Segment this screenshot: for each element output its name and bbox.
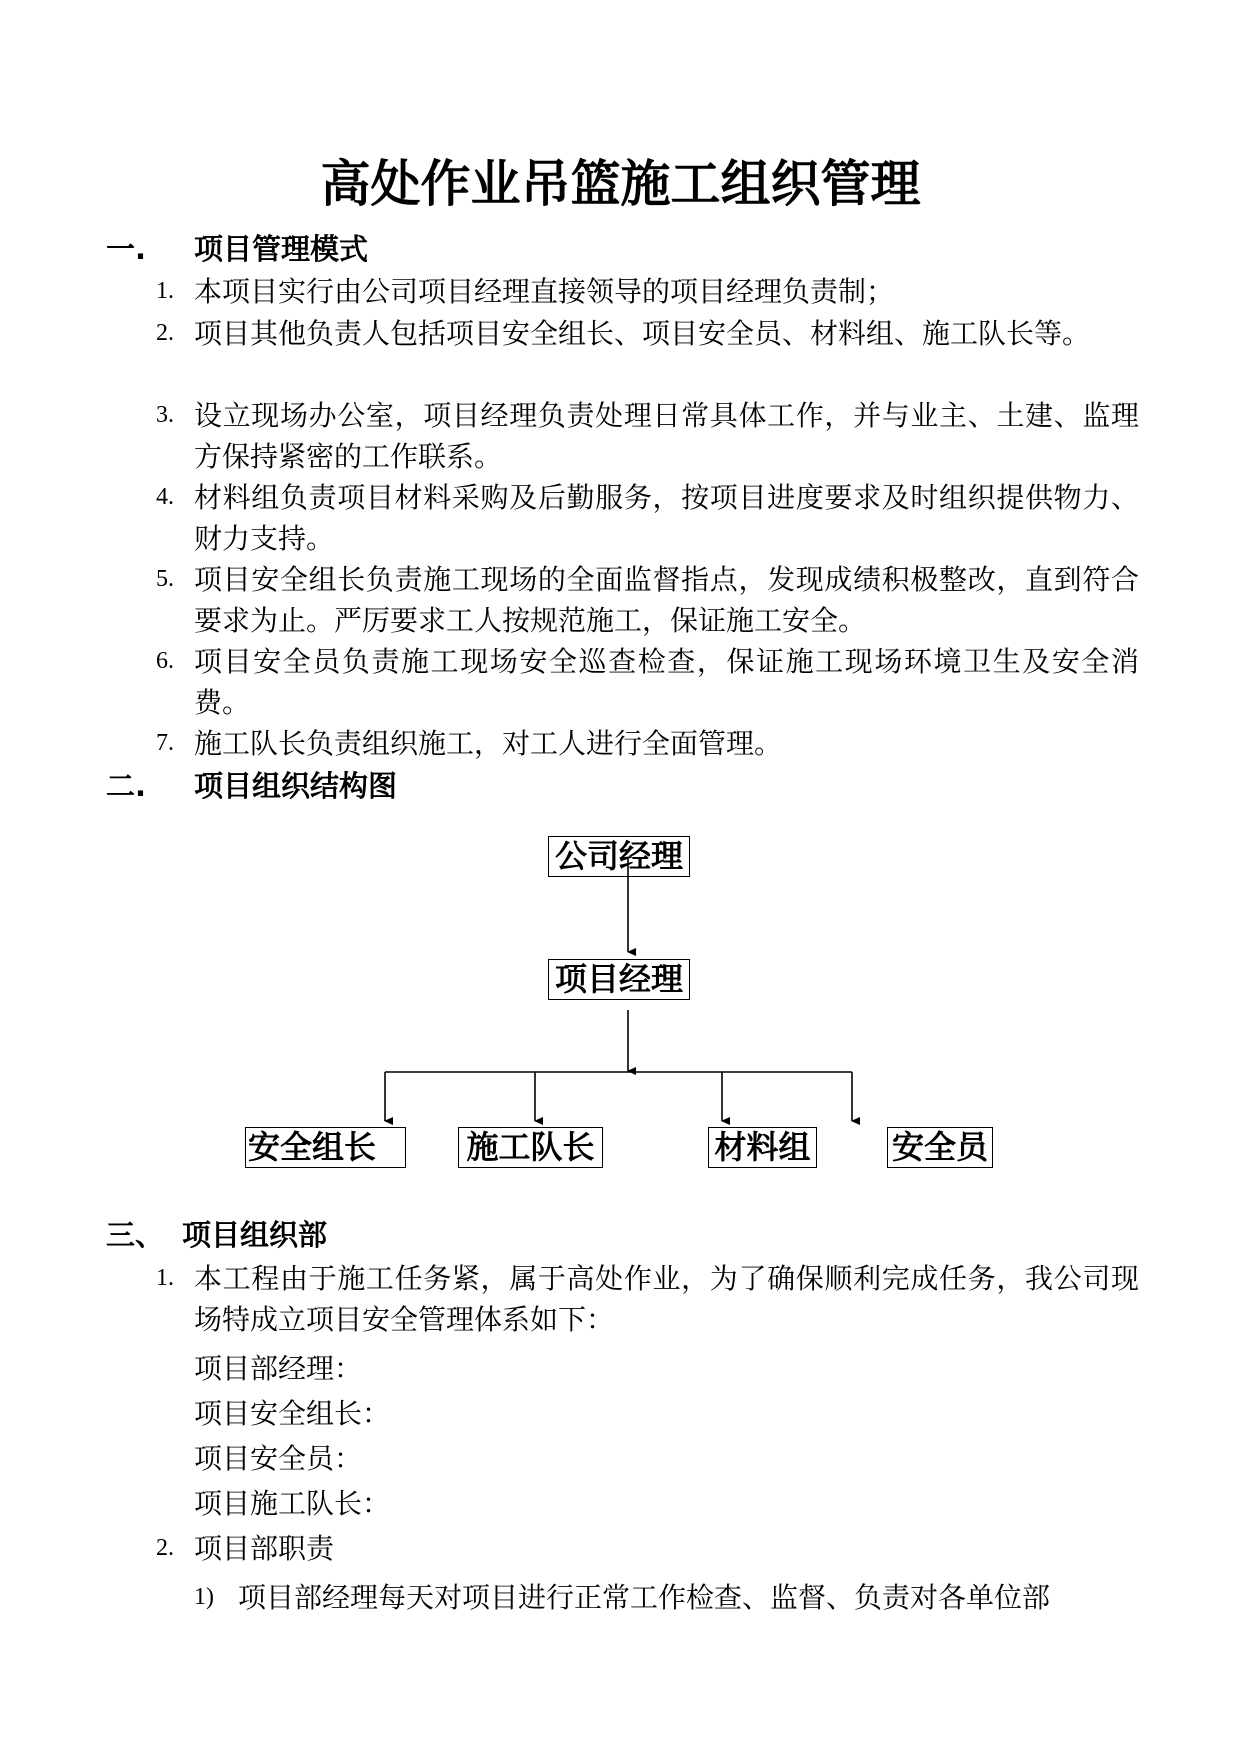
list-text: 本项目实行由公司项目经理直接领导的项目经理负责制； <box>194 275 895 308</box>
list-text: 设立现场办公室，项目经理负责处理日常具体工作，并与业主、土建、监理方保持紧密的工作联系。 <box>194 399 1139 473</box>
role-line: 项目安全员： <box>194 1442 363 1475</box>
list-text: 项目其他负责人包括项目安全组长、项目安全员、材料组、施工队长等。 <box>194 317 1091 350</box>
role-line: 项目施工队长： <box>194 1487 391 1520</box>
org-box-safety-officer: 安全员 <box>887 1127 993 1168</box>
list-number: 7. <box>156 730 174 756</box>
list-text: 施工队长负责组织施工，对工人进行全面管理。 <box>194 727 783 760</box>
org-box-safety-leader: 安全组长 <box>245 1127 406 1168</box>
org-box-construction-captain: 施工队长 <box>458 1127 603 1168</box>
sub-list-number: 1) <box>194 1584 214 1610</box>
list-number: 4. <box>156 484 174 510</box>
section-number: 三、 <box>106 1218 165 1252</box>
list-number: 6. <box>156 648 174 674</box>
list-text: 项目安全员负责施工现场安全巡查检查，保证施工现场环境卫生及安全消费。 <box>194 645 1139 719</box>
section-title: 项目组织结构图 <box>194 769 398 803</box>
section-title: 项目组织部 <box>182 1218 328 1252</box>
role-line: 项目部经理： <box>194 1352 363 1385</box>
list-text: 本工程由于施工任务紧，属于高处作业，为了确保顺利完成任务，我公司现场特成立项目安全管理体系如下： <box>194 1262 1139 1336</box>
document-title: 高处作业吊篮施工组织管理 <box>320 155 921 213</box>
list-number: 5. <box>156 566 174 592</box>
list-text: 材料组负责项目材料采购及后勤服务，按项目进度要求及时组织提供物力、财力支持。 <box>194 481 1139 555</box>
section-title: 项目管理模式 <box>194 232 369 266</box>
sub-list-text: 项目部经理每天对项目进行正常工作检查、监督、负责对各单位部 <box>238 1581 1051 1614</box>
role-line: 项目安全组长： <box>194 1397 391 1430</box>
list-number: 2. <box>156 1535 174 1561</box>
section-number: 一. <box>106 232 147 266</box>
org-box-materials-group: 材料组 <box>708 1127 817 1168</box>
org-box-project-manager: 项目经理 <box>548 959 690 1000</box>
list-text: 项目部职责 <box>194 1532 335 1565</box>
org-box-company-manager: 公司经理 <box>548 836 690 877</box>
section-number: 二. <box>106 769 147 803</box>
list-number: 3. <box>156 402 174 428</box>
list-number: 1. <box>156 1265 174 1291</box>
list-number: 2. <box>156 320 174 346</box>
list-number: 1. <box>156 278 174 304</box>
list-text: 项目安全组长负责施工现场的全面监督指点，发现成绩积极整改，直到符合要求为止。严厉要求工人按规范施工，保证施工安全。 <box>194 563 1139 637</box>
